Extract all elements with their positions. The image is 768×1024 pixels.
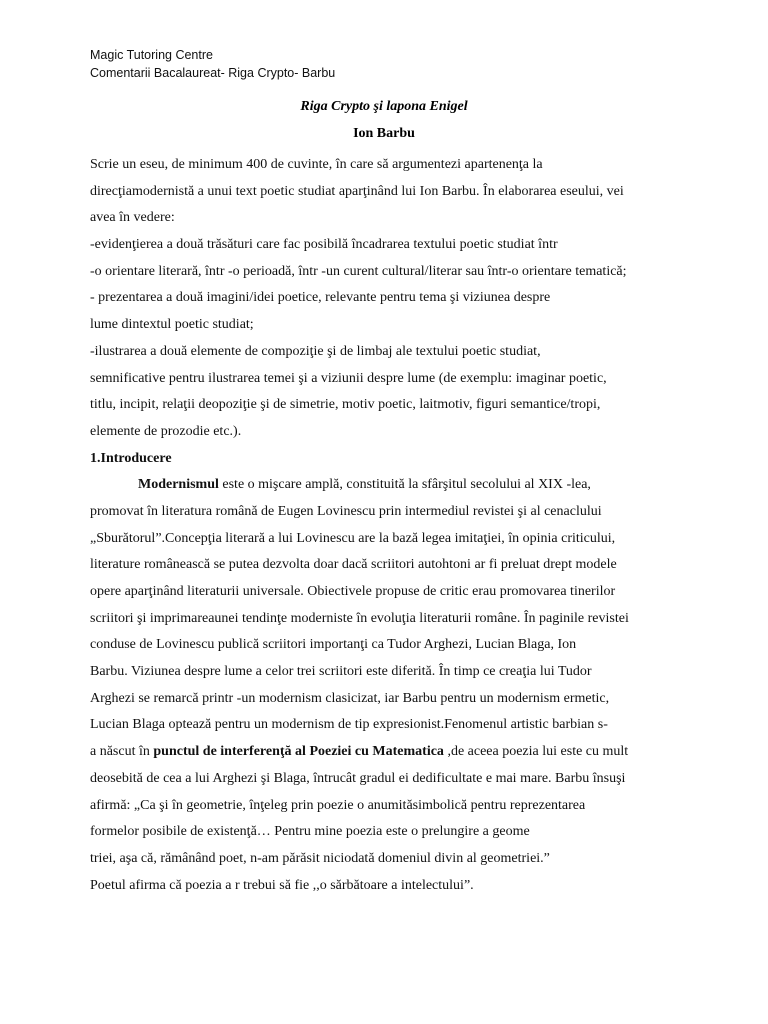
intro-text: ,de aceea poezia lui este cu mult bbox=[443, 744, 629, 760]
intro-bold-term: Modernismul bbox=[138, 477, 219, 493]
intro-line: opere aparţinând literaturii universale. Obiectivele propuse de critic erau promovarea tinerilor bbox=[90, 584, 616, 599]
document-body bbox=[90, 152, 690, 899]
section-heading: 1.Introducere bbox=[90, 450, 172, 466]
header-line-2: Comentarii Bacalaureat- Riga Crypto- Barbu bbox=[90, 66, 336, 80]
task-line: -ilustrarea a două elemente de compoziţie şi de limbaj ale textului poetic studiat, bbox=[90, 343, 541, 359]
intro-line: Barbu. Viziunea despre lume a celor trei scriitori este diferită. În timp ce creaţia lui Tudor bbox=[90, 664, 592, 680]
task-line: elemente de prozodie etc.). bbox=[90, 423, 242, 439]
intro-line: afirmă: „Ca şi în geometrie, înţeleg prin poezie o anumităsimbolică pentru reprezentarea bbox=[90, 797, 586, 813]
intro-line: Poetul afirma că poezia a r trebui să fie ,,o sărbătoare a intelectului”. bbox=[90, 877, 474, 893]
intro-text: a născut în bbox=[90, 744, 154, 760]
intro-line: conduse de Lovinescu publică scriitori importanţi ca Tudor Arghezi, Lucian Blaga, Ion bbox=[90, 637, 577, 653]
task-line: avea în vedere: bbox=[90, 210, 175, 226]
intro-line: Arghezi se remarcă printr -un modernism clasicizat, iar Barbu pentru un modernism ermetic, bbox=[90, 690, 610, 706]
intro-line: Lucian Blaga optează pentru un modernism de tip expresionist.Fenomenul artistic barbian s- bbox=[90, 717, 608, 733]
intro-line bbox=[90, 739, 690, 766]
intro-line: scriitori şi imprimareaunei tendinţe moderniste în evoluţia literaturii române. În paginile revistei bbox=[90, 610, 629, 626]
page-header bbox=[90, 46, 335, 82]
intro-line: literature românească se putea dezvolta doar dacă scriitori autohtoni ar fi preluat drept modele bbox=[90, 557, 617, 573]
task-line: titlu, incipit, relaţii deopoziţie şi de simetrie, motiv poetic, laitmotiv, figuri semantice/tropi, bbox=[90, 397, 601, 413]
task-line: semnificative pentru ilustrarea temei şi a viziunii despre lume (de exemplu: imaginar poetic, bbox=[90, 370, 607, 386]
header-line-1: Magic Tutoring Centre bbox=[90, 48, 213, 62]
task-line: -o orientare literară, într -o perioadă, într -un curent cultural/literar sau într-o orientare tematică; bbox=[90, 263, 627, 279]
intro-line: promovat în literatura română de Eugen Lovinescu prin intermediul revistei şi al cenaclului bbox=[90, 503, 602, 519]
intro-line: formelor posibile de existenţă… Pentru mine poezia este o prelungire a geome bbox=[90, 824, 530, 840]
document-author: Ion Barbu bbox=[353, 126, 415, 141]
intro-bold-phrase: punctul de interferenţă al Poeziei cu Matematica bbox=[153, 744, 444, 760]
intro-line bbox=[90, 472, 690, 499]
intro-line: „Sburătorul”.Concepţia literară a lui Lovinescu are la bază legea imitaţiei, în opinia criticului, bbox=[90, 530, 616, 546]
task-line: -evidenţierea a două trăsături care fac posibilă încadrarea textului poetic studiat într bbox=[90, 237, 558, 253]
task-line: - prezentarea a două imagini/idei poetice, relevante pentru tema şi viziunea despre bbox=[90, 290, 551, 306]
intro-line: deosebită de cea a lui Arghezi şi Blaga, întrucât gradul ei dedificultate e mai mare. Barbu însuşi bbox=[90, 770, 626, 786]
task-line: direcţiamodernistă a unui text poetic studiat aparţinând lui Ion Barbu. În elaborarea eseului, vei bbox=[90, 183, 624, 199]
task-line: Scrie un eseu, de minimum 400 de cuvinte, în care să argumentezi apartenenţa la bbox=[90, 157, 543, 172]
task-line: lume dintextul poetic studiat; bbox=[90, 317, 254, 333]
intro-line: triei, aşa că, rămânând poet, n-am părăsit niciodată domeniul divin al geometriei.” bbox=[90, 850, 550, 866]
intro-text: este o mişcare amplă, constituită la sfârşitul secolului al XIX -lea, bbox=[218, 477, 591, 493]
document-title: Riga Crypto şi lapona Enigel bbox=[300, 99, 468, 114]
